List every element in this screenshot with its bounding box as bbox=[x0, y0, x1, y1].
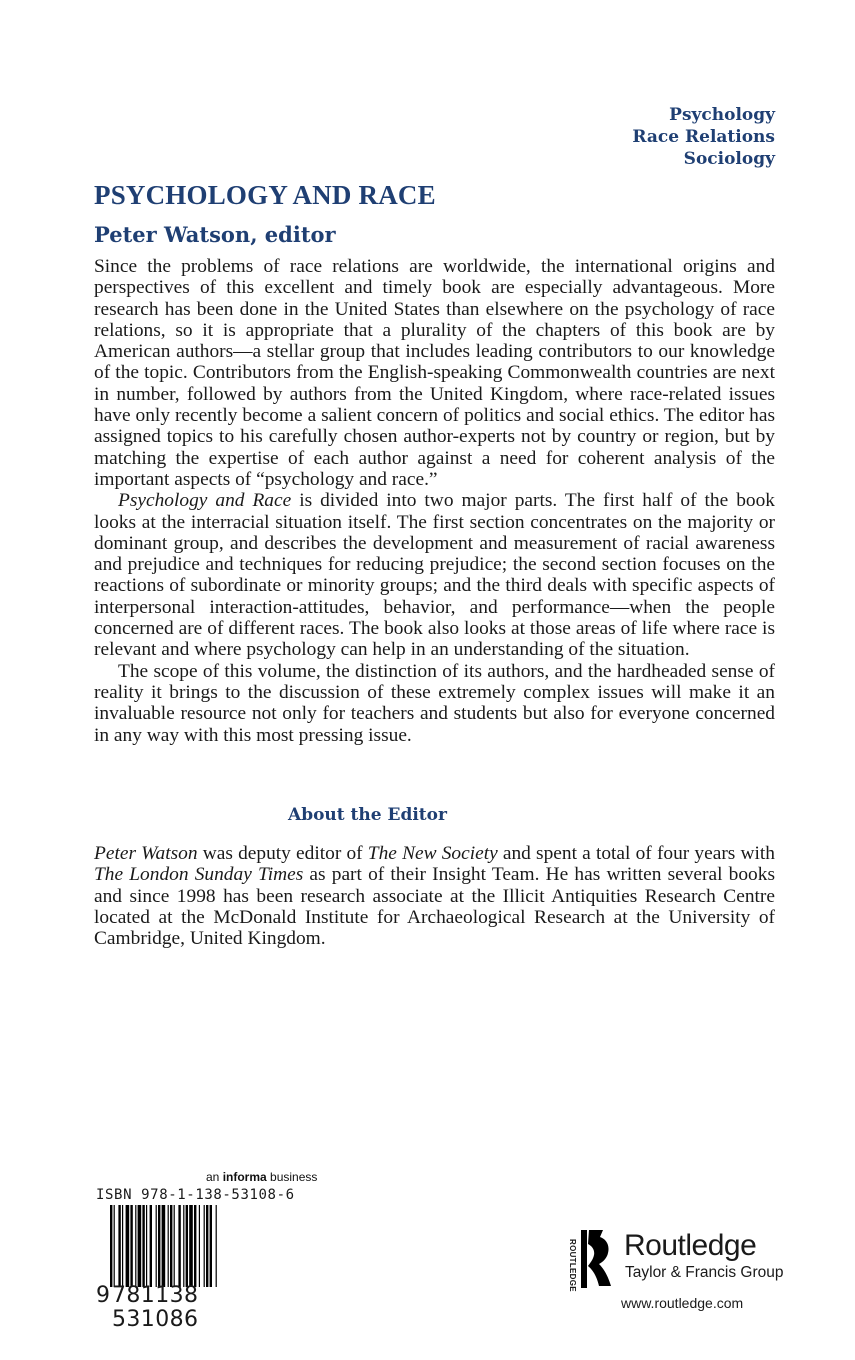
barcode-bar bbox=[194, 1205, 196, 1287]
description-paragraph-3: The scope of this volume, the distinction of its authors, and the hardheaded sense of reality it brings to the discussion of these extremely complex issues will make it an invaluable resource not only for teachers and students but also for everyone concerned in any way with this most pressing issue. bbox=[94, 660, 775, 746]
barcode-bar bbox=[183, 1205, 184, 1287]
barcode-bar bbox=[168, 1205, 169, 1287]
barcode-bar bbox=[210, 1205, 212, 1287]
barcode-digits: 781138 531086 bbox=[112, 1283, 199, 1332]
barcode-bar bbox=[178, 1205, 180, 1287]
publisher-website: www.routledge.com bbox=[621, 1295, 744, 1311]
editor-name-italic: Peter Watson bbox=[94, 843, 198, 864]
newspaper-title: The London Sunday Times bbox=[94, 864, 304, 886]
barcode-bar bbox=[118, 1205, 120, 1287]
barcode-bar bbox=[150, 1205, 152, 1287]
barcode-bar bbox=[135, 1205, 136, 1287]
barcode-bar bbox=[170, 1205, 172, 1287]
subject-item: Psychology bbox=[669, 105, 775, 125]
informa-business-tag: an informa business bbox=[206, 1170, 318, 1184]
barcode-bar bbox=[122, 1205, 123, 1287]
description-paragraph-2 bbox=[94, 490, 775, 660]
barcode-lead-digit: 9 bbox=[96, 1283, 110, 1308]
publisher-group: Taylor & Francis Group bbox=[625, 1264, 784, 1281]
barcode-bar bbox=[146, 1205, 147, 1287]
magazine-title: The New Society bbox=[367, 843, 498, 864]
barcode-bar bbox=[142, 1205, 144, 1287]
subject-item: Race Relations bbox=[632, 127, 775, 147]
routledge-vertical-wordmark: ROUTLEDGE bbox=[568, 1239, 577, 1292]
about-editor-text: Peter Watson was deputy editor of The New Society and spent a total of four years with The London Sunday Times as part of their Insight Team. He has written several books and since 1998 has been research associate at the Illicit Antiquities Research Centre located at the McDonald Institute for Archaeological Research at the University of Cambridge, United Kingdom. bbox=[94, 843, 775, 950]
barcode bbox=[110, 1205, 286, 1287]
subject-item: Sociology bbox=[683, 149, 775, 169]
barcode-bar bbox=[110, 1205, 112, 1287]
barcode-bar bbox=[158, 1205, 160, 1287]
barcode-bar bbox=[189, 1205, 193, 1287]
editor-line: Peter Watson, editor bbox=[94, 222, 336, 247]
barcode-bar bbox=[206, 1205, 208, 1287]
barcode-bar bbox=[126, 1205, 130, 1287]
publisher-name: Routledge bbox=[624, 1229, 757, 1262]
barcode-bar bbox=[199, 1205, 200, 1287]
barcode-bar bbox=[186, 1205, 188, 1287]
about-editor-heading: About the Editor bbox=[288, 805, 447, 825]
isbn-label: ISBN 978-1-138-53108-6 bbox=[96, 1187, 295, 1203]
barcode-bar bbox=[156, 1205, 157, 1287]
barcode-bar bbox=[130, 1205, 132, 1287]
book-description bbox=[94, 256, 775, 746]
subject-categories bbox=[632, 104, 775, 170]
barcode-bar bbox=[162, 1205, 166, 1287]
description-paragraph-1: Since the problems of race relations are worldwide, the international origins and perspectives of this excellent and timely book are especially advantageous. More research has been done in the United States than elsewhere on the psychology of race relations, so it is appropriate that a plurality of the chapters of this book are by American authors—a stellar group that includes leading contributors to our knowledge of the topic. Contributors from the English-speaking Commonwealth countries are next in number, followed by authors from the United Kingdom, where race-related issues have only recently become a salient concern of politics and social ethics. The editor has assigned topics to his carefully chosen author-experts not by country or region, but by matching the expertise of each author against a need for coherent analysis of the important aspects of “psychology and race.” bbox=[94, 256, 775, 490]
routledge-logo-icon bbox=[575, 1228, 617, 1290]
barcode-bar bbox=[114, 1205, 115, 1287]
barcode-bar bbox=[216, 1205, 217, 1287]
book-title-italic: Psychology and Race bbox=[118, 490, 292, 512]
barcode-bar bbox=[174, 1205, 175, 1287]
barcode-bar bbox=[204, 1205, 205, 1287]
barcode-bar bbox=[138, 1205, 142, 1287]
book-title: PSYCHOLOGY AND RACE bbox=[94, 180, 436, 210]
paragraph-2-text: is divided into two major parts. The first half of the book looks at the interracial situation itself. The first section concentrates on the majority or dominant group, and describes the development and measurement of racial awareness and prejudice and techniques for reducing prejudice; the second section focuses on the reactions of subordinate or minority groups; and the third deals with specific aspects of interpersonal interaction-attitudes, behavior, and performance—when the people concerned are of different races. The book also looks at those areas of life where race is relevant and where psychology can help in an understanding of the situation. bbox=[94, 490, 775, 661]
